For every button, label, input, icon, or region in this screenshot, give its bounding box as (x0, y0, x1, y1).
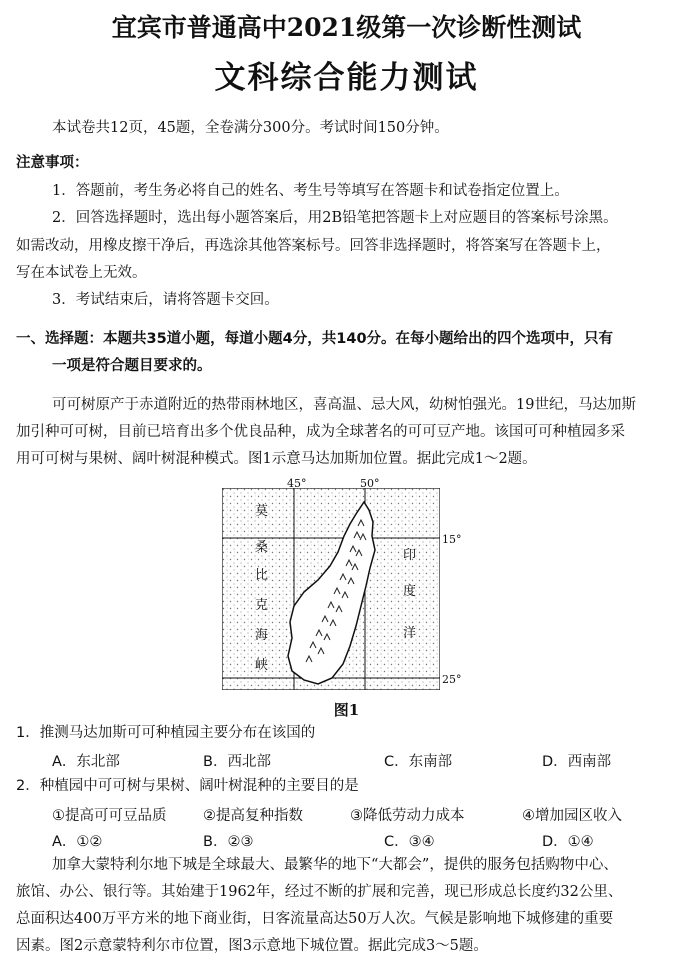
map-label-strait: 峡 (255, 658, 269, 673)
map-label-strait: 海 (255, 628, 269, 643)
latitude-label: 25° (442, 673, 462, 686)
statement-item: ④增加园区收入 (522, 808, 622, 824)
section-heading: 一项是符合题目要求的。 (52, 358, 212, 374)
map-label-strait: 克 (255, 598, 269, 613)
section-heading: 一、选择题：本题共35道小题，每道小题4分，共140分。在每小题给出的四个选项中，只有 (16, 331, 614, 347)
notice-line: 写在本试卷上无效。 (16, 265, 147, 281)
passage-line: 总面积达400万平方米的地下商业街，日客流量高达50万人次。气候是影响地下城修建的重要 (16, 911, 614, 927)
notice-line: 如需改动，用橡皮擦干净后，再选涂其他答案标号。回答非选择题时，将答案写在答题卡上， (16, 238, 611, 254)
longitude-label: 45° (287, 477, 307, 490)
exam-intro: 本试卷共12页，45题，全卷满分300分。考试时间150分钟。 (52, 120, 449, 136)
exam-title: 宜宾市普通高中2021级第一次诊断性测试 (111, 13, 582, 42)
passage-line: 用可可树与果树、阔叶树混种模式。图1示意马达加斯加位置。据此完成1～2题。 (16, 451, 537, 467)
passage-line: 因素。图2示意蒙特利尔市位置，图3示意地下城位置。据此完成3～5题。 (16, 938, 488, 954)
option-row (0, 830, 693, 850)
map-label-ocean: 印 (403, 548, 417, 563)
passage-line: 可可树原产于赤道附近的热带雨林地区，喜高温、忌大风，幼树怕强光。19世纪，马达加斯 (52, 397, 636, 413)
notice-line: 1．答题前，考生务必将自己的姓名、考生号等填写在答题卡和试卷指定位置上。 (52, 183, 569, 199)
option-d: D．①④ (542, 834, 594, 850)
map-label-ocean: 度 (403, 584, 417, 599)
longitude-label: 50° (360, 477, 380, 490)
question-stem: 2．种植园中可可树与果树、阔叶树混种的主要目的是 (16, 778, 359, 794)
option-row (0, 750, 693, 770)
latitude-label: 15° (442, 533, 462, 546)
notice-line: 2．回答选择题时，选出每小题答案后，用2B铅笔把答题卡上对应题目的答案标号涂黑。 (52, 210, 618, 226)
notice-heading: 注意事项： (16, 155, 89, 171)
exam-subtitle: 文科综合能力测试 (214, 60, 479, 96)
notice-line: 3．考试结束后，请将答题卡交回。 (52, 292, 279, 308)
figure-caption: 图1 (333, 701, 360, 719)
statement-item: ①提高可可豆品质 (52, 808, 167, 824)
statement-item: ③降低劳动力成本 (350, 808, 465, 824)
statement-row (0, 804, 693, 824)
option-c: C．③④ (384, 834, 435, 850)
option-b: B．西北部 (203, 754, 271, 770)
map-label-strait: 莫 (255, 504, 269, 519)
statement-item: ②提高复种指数 (203, 808, 303, 824)
option-d: D．西南部 (542, 754, 612, 770)
passage-line: 旅馆、办公、银行等。其始建于1962年，经过不断的扩展和完善，现已形成总长度约32公里、 (16, 884, 623, 900)
option-a: A．东北部 (52, 754, 120, 770)
map-label-strait: 比 (255, 568, 269, 583)
map-label-ocean: 洋 (403, 626, 417, 641)
option-b: B．②③ (203, 834, 254, 850)
passage-line: 加拿大蒙特利尔地下城是全球最大、最繁华的地下“大都会”，提供的服务包括购物中心、 (52, 857, 618, 873)
option-a: A．①② (52, 834, 103, 850)
option-c: C．东南部 (384, 754, 453, 770)
map-label-strait: 桑 (255, 540, 269, 555)
passage-line: 加引种可可树，目前已培育出多个优良品种，成为全球著名的可可豆产地。该国可可种植园多采 (16, 424, 625, 440)
question-stem: 1．推测马达加斯可可种植园主要分布在该国的 (16, 725, 316, 741)
